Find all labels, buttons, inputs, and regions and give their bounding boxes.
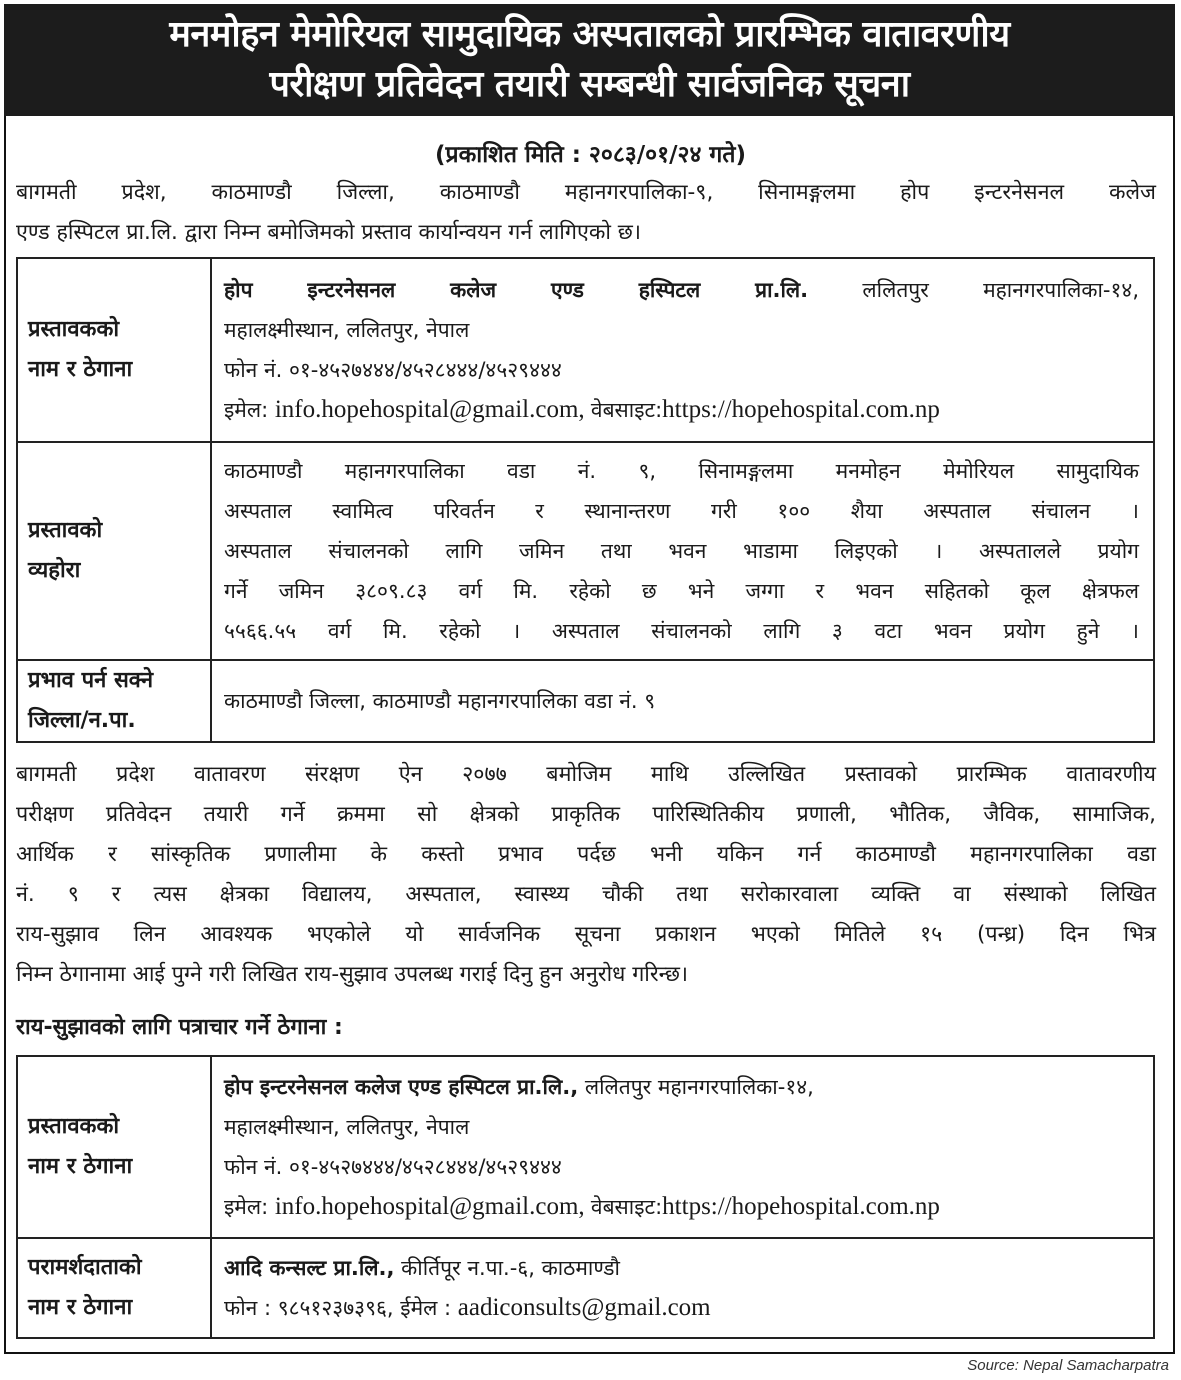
consultant-email: aadiconsults@gmail.com [457,1294,711,1321]
affected-label [17,660,211,742]
web-label: वेबसाइट: [590,398,663,422]
label-line: प्रभाव पर्न सक्ने [28,668,154,693]
body-line: परीक्षण प्रतिवेदन तयारी गर्ने क्रममा सो क्षेत्रको प्राकृतिक पारिस्थितिकीय प्रणाली, भौतिक, जैविक, सामाजिक, [16,802,1156,827]
proposer-phone: फोन नं. ०१-४५२७४४४/४५२८४४४/४५२९४४४ [224,358,562,382]
contact-proposer-addr2: महालक्ष्मीस्थान, ललितपुर, नेपाल [224,1115,470,1139]
consultant-phone: फोन : ९८५१२३७३९६, ईमेल : [224,1296,458,1320]
consultant-name-line [224,1248,1139,1288]
body-line: बागमती प्रदेश वातावरण संरक्षण ऐन २०७७ बमोजिम माथि उल्लिखित प्रस्तावको प्रारम्भिक वातावरणीय [16,762,1156,787]
label-line: नाम र ठेगाना [28,1295,133,1320]
label-line: नाम र ठेगाना [28,357,133,382]
consultant-addr: कीर्तिपूर न.पा.-६, काठमाण्डौ [394,1256,620,1280]
body-paragraph [16,755,1156,995]
notice-header [4,4,1175,116]
contact-proposer-value [211,1056,1154,1238]
proposer-email: info.hopehospital@gmail.com, [274,396,591,423]
source-credit: Source: Nepal Samacharpatra [967,1357,1169,1374]
description-line: अस्पताल संचालनको लागि जमिन तथा भवन भाडामा लिइएको । अस्पतालले प्रयोग [224,539,1139,563]
consultant-value [211,1238,1154,1338]
label-line: प्रस्तावको [28,518,103,543]
proposer-row [17,258,1154,442]
body-line: राय-सुझाव लिन आवश्यक भएकोले यो सार्वजनिक सूचना प्रकाशन भएको मितिले १५ (पन्ध्र) दिन भित्र [16,922,1156,947]
contact-heading: राय-सुझावको लागि पत्राचार गर्ने ठेगाना : [16,1015,343,1040]
label-line: प्रस्तावकको [28,317,120,342]
contact-proposer-row [17,1056,1154,1238]
body-line: निम्न ठेगानामा आई पुग्ने गरी लिखित राय-सुझाव उपलब्ध गराई दिनु हुन अनुरोध गरिन्छ। [16,962,689,987]
affected-row [17,660,1154,742]
label-line: प्रस्तावकको [28,1114,120,1139]
intro-line: बागमती प्रदेश, काठमाण्डौ जिल्ला, काठमाण्डौ महानगरपालिका-९, सिनामङ्गलमा होप इन्टरनेसनल कलेज [16,180,1156,205]
proposer-label [17,258,211,442]
proposer-website: https://hopehospital.com.np [662,396,940,423]
label-line: परामर्शदाताको [28,1255,142,1280]
proposer-addr1: ललितपुर महानगरपालिका-१४, [808,278,1139,302]
email-label: इमेल: [224,398,275,422]
proposer-value [211,258,1154,442]
email-label: इमेल: [224,1195,275,1219]
header-title-line-2: परीक्षण प्रतिवेदन तयारी सम्बन्धी सार्वजनिक सूचना [269,64,910,105]
description-line: काठमाण्डौ महानगरपालिका वडा नं. ९, सिनामङ्गलमा मनमोहन मेमोरियल सामुदायिक [224,459,1139,483]
affected-value [211,660,1154,742]
description-line: ५५६६.५५ वर्ग मि. रहेको । अस्पताल संचालनको लागि ३ वटा भवन प्रयोग हुने । [224,619,1139,643]
proposer-name-line [224,270,1139,310]
description-value [211,442,1154,660]
proposer-addr2: महालक्ष्मीस्थान, ललितपुर, नेपाल [224,318,470,342]
description-row [17,442,1154,660]
intro-line: एण्ड हस्पिटल प्रा.लि. द्वारा निम्न बमोजिमको प्रस्ताव कार्यान्वयन गर्न लागिएको छ। [16,220,641,245]
contact-proposer-org: होप इन्टरनेसनल कलेज एण्ड हस्पिटल प्रा.लि., [224,1075,579,1099]
contact-proposer-website: https://hopehospital.com.np [662,1193,940,1220]
intro-paragraph [16,173,1156,253]
web-label: वेबसाइट: [590,1195,663,1219]
publish-date: (प्रकाशित मिति : २०८३/०१/२४ गते) [435,142,746,168]
header-title-line-1: मनमोहन मेमोरियल सामुदायिक अस्पतालको प्रारम्भिक वातावरणीय [169,14,1010,55]
body-line: नं. ९ र त्यस क्षेत्रका विद्यालय, अस्पताल, स्वास्थ्य चौकी तथा सरोकारवाला व्यक्ति वा संस्थाको लिखित [16,882,1156,907]
contact-proposer-addr1: ललितपुर महानगरपालिका-१४, [578,1075,814,1099]
contact-proposer-label [17,1056,211,1238]
proposer-org: होप इन्टरनेसनल कलेज एण्ड हस्पिटल प्रा.लि. [224,278,809,302]
label-line: व्यहोरा [28,558,81,583]
consultant-contact-line [224,1288,1139,1328]
consultant-org: आदि कन्सल्ट प्रा.लि., [224,1256,395,1280]
label-line: नाम र ठेगाना [28,1154,133,1179]
contact-proposer-email: info.hopehospital@gmail.com, [274,1193,591,1220]
contact-proposer-contact-line [224,1187,1139,1227]
affected-area-text: काठमाण्डौ जिल्ला, काठमाण्डौ महानगरपालिका वडा नं. ९ [224,689,656,713]
contact-proposer-name-line [224,1067,1139,1107]
proposal-table [16,257,1155,743]
description-line: गर्ने जमिन ३८०९.८३ वर्ग मि. रहेको छ भने जग्गा र भवन सहितको कूल क्षेत्रफल [224,579,1139,603]
proposer-contact-line [224,390,1139,430]
description-line: अस्पताल स्वामित्व परिवर्तन र स्थानान्तरण गरी १०० शैया अस्पताल संचालन । [224,499,1139,523]
label-line: जिल्ला/न.पा. [28,708,136,733]
description-label [17,442,211,660]
contact-proposer-phone: फोन नं. ०१-४५२७४४४/४५२८४४४/४५२९४४४ [224,1155,562,1179]
body-line: आर्थिक र सांस्कृतिक प्रणालीमा के कस्तो प्रभाव पर्दछ भनी यकिन गर्न काठमाण्डौ महानगरपालिका वडा [16,842,1156,867]
contact-table [16,1055,1155,1339]
consultant-row [17,1238,1154,1338]
consultant-label [17,1238,211,1338]
